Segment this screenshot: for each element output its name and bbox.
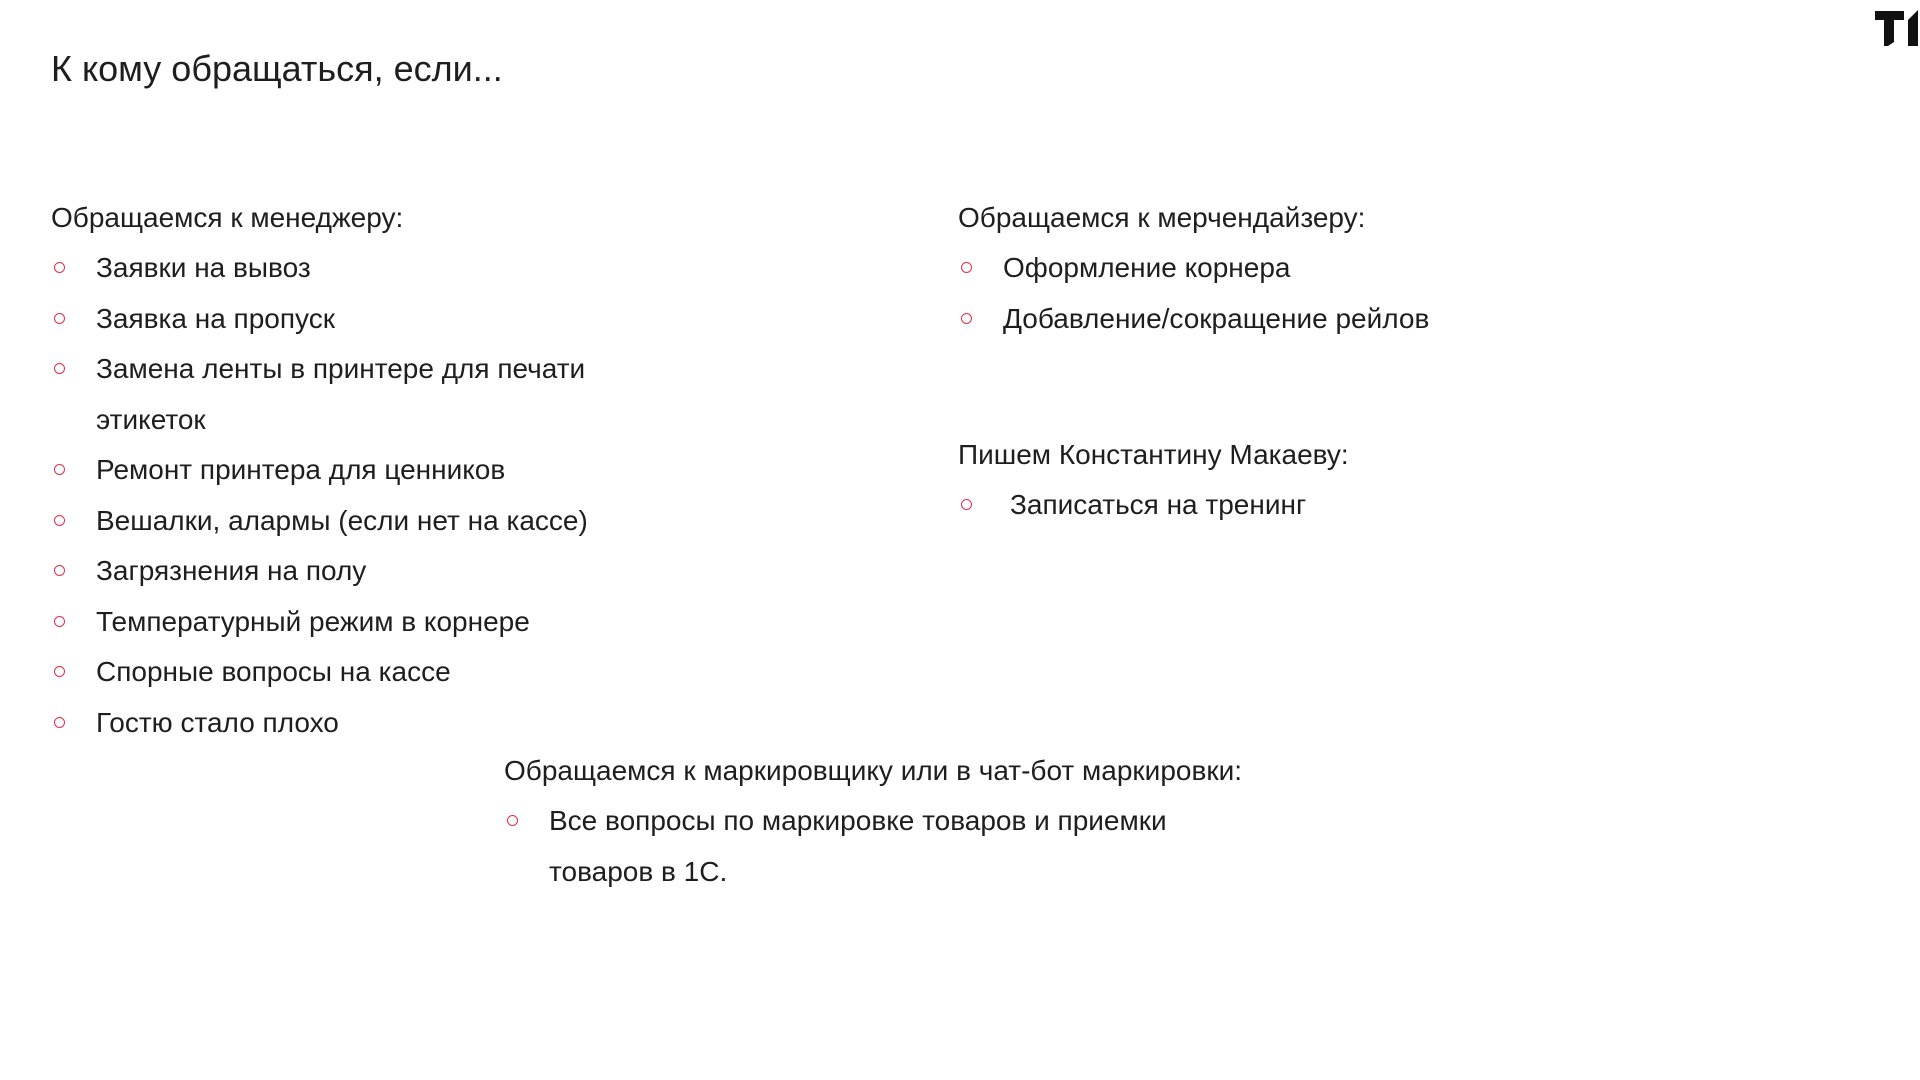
bullet-list bbox=[51, 243, 651, 748]
list-item-text: Гостю стало плохо bbox=[96, 706, 339, 738]
list-item-text: Записаться на тренинг bbox=[1010, 489, 1307, 520]
list-item bbox=[51, 647, 651, 698]
list-item bbox=[51, 546, 651, 597]
list-item-text: Загрязнения на полу bbox=[96, 555, 367, 586]
list-item bbox=[51, 445, 651, 496]
list-item bbox=[958, 243, 1758, 294]
circle-bullet-icon bbox=[54, 616, 65, 627]
circle-bullet-icon bbox=[54, 313, 65, 324]
circle-bullet-icon bbox=[961, 262, 972, 273]
list-item-text: Замена ленты в принтере для печати этикеток bbox=[96, 353, 586, 435]
list-item-text: Ремонт принтера для ценников bbox=[96, 454, 506, 485]
circle-bullet-icon bbox=[54, 515, 65, 526]
circle-bullet-icon bbox=[507, 815, 518, 826]
circle-bullet-icon bbox=[54, 565, 65, 576]
circle-bullet-icon bbox=[54, 464, 65, 475]
section-heading: Обращаемся к менеджеру: bbox=[51, 202, 404, 233]
circle-bullet-icon bbox=[54, 262, 65, 273]
circle-bullet-icon bbox=[54, 717, 65, 728]
list-item bbox=[51, 496, 651, 547]
section-manager bbox=[51, 193, 651, 748]
circle-bullet-icon bbox=[54, 666, 65, 677]
list-item bbox=[51, 344, 596, 445]
list-item bbox=[51, 243, 651, 294]
list-item-text: Заявка на пропуск bbox=[96, 302, 335, 334]
list-item bbox=[51, 294, 651, 345]
bullet-list bbox=[958, 480, 1758, 531]
list-item bbox=[51, 597, 651, 648]
list-item-text: Спорные вопросы на кассе bbox=[96, 656, 451, 687]
list-item-text: Добавление/сокращение рейлов bbox=[1003, 302, 1430, 334]
list-item-text: Все вопросы по маркировке товаров и приемки товаров в 1С. bbox=[549, 805, 1167, 887]
bullet-list bbox=[958, 243, 1758, 344]
list-item bbox=[958, 294, 1758, 345]
page-title: К кому обращаться, если... bbox=[51, 48, 503, 89]
section-training bbox=[958, 430, 1758, 531]
list-item bbox=[504, 796, 1229, 897]
section-merchandiser bbox=[958, 193, 1758, 344]
t1-logo bbox=[1870, 6, 1920, 46]
section-heading: Обращаемся к маркировщику или в чат-бот маркировки: bbox=[504, 755, 1243, 786]
list-item-text: Оформление корнера bbox=[1003, 252, 1291, 283]
circle-bullet-icon bbox=[961, 313, 972, 324]
list-item-text: Заявки на вывоз bbox=[96, 252, 311, 283]
circle-bullet-icon bbox=[961, 499, 972, 510]
list-item bbox=[958, 480, 1758, 531]
section-marking bbox=[504, 746, 1404, 897]
section-heading: Обращаемся к мерчендайзеру: bbox=[958, 202, 1366, 233]
bullet-list bbox=[504, 796, 1404, 897]
list-item-text: Температурный режим в корнере bbox=[96, 605, 530, 637]
section-heading: Пишем Константину Макаеву: bbox=[958, 439, 1349, 470]
circle-bullet-icon bbox=[54, 363, 65, 374]
list-item-text: Вешалки, алармы (если нет на кассе) bbox=[96, 504, 588, 536]
list-item bbox=[51, 698, 651, 749]
